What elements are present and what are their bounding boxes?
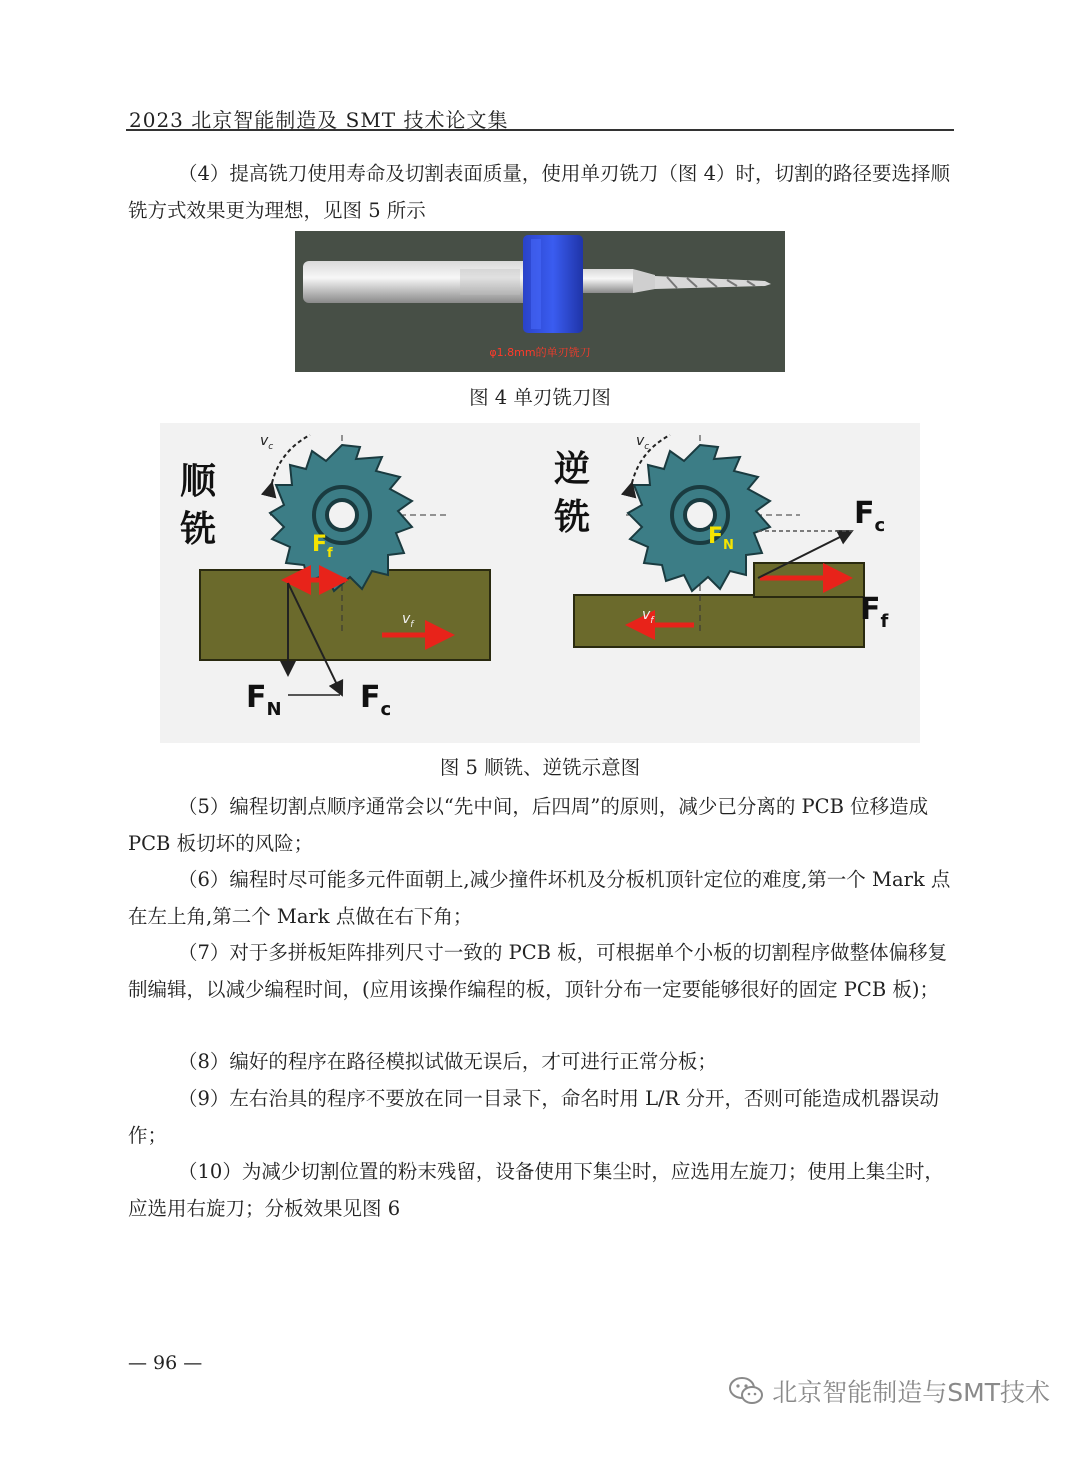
climb-vf-label: $v_f$ [402, 611, 414, 630]
climb-title-1: 顺 [180, 461, 217, 502]
paragraph-6 [128, 862, 954, 935]
paragraph-8-text: （8）编好的程序在路径模拟试做无误后，才可进行正常分板； [178, 1050, 717, 1073]
page-header-title: 2023 北京智能制造及 SMT 技术论文集 [129, 108, 509, 132]
paragraph-4-text: （4）提高铣刀使用寿命及切割表面质量，使用单刃铣刀（图 4）时，切割的路径要选择顺铣方式效果更为理想，见图 5 所示 [128, 162, 951, 222]
page-number: — 96 — [128, 1352, 203, 1374]
conventional-vc-label: $v_c$ [636, 433, 650, 452]
paragraph-7-text: （7）对于多拼板矩阵排列尺寸一致的 PCB 板，可根据单个小板的切割程序做整体偏移复制编辑，以减少编程时间，(应用该操作编程的板，顶针分布一定要能够很好的固定 PCB 板)； [128, 941, 948, 1001]
end-mill-photo [295, 231, 785, 372]
watermark-text: 北京智能制造与SMT技术 [772, 1378, 1050, 1407]
conventional-title-2: 铣 [554, 497, 591, 538]
climb-vc-label: $v_c$ [260, 433, 274, 452]
paragraph-8 [128, 1044, 954, 1081]
paragraph-9 [128, 1081, 954, 1154]
conventional-vf-label: $v_f$ [642, 607, 654, 626]
header-rule [126, 129, 954, 131]
paragraph-5 [128, 789, 954, 862]
climb-fn-label: $F_N$ [246, 680, 282, 720]
wechat-icon [728, 1376, 764, 1406]
conventional-fn-label: $F_N$ [708, 524, 734, 553]
figure-5-caption: 图 5 顺铣、逆铣示意图 [439, 756, 641, 779]
paragraph-9-text: （9）左右治具的程序不要放在同一目录下，命名时用 L/R 分开，否则可能造成机器误动作； [128, 1087, 940, 1147]
climb-fc-label: $F_c$ [360, 680, 392, 720]
milling-diagram [160, 423, 920, 743]
figure-4-caption: 图 4 单刃铣刀图 [469, 386, 611, 409]
photo-label: φ1.8mm的单刃铣刀 [489, 346, 591, 359]
paragraph-6-text: （6）编程时尽可能多元件面朝上,减少撞件坏机及分板机顶针定位的难度,第一个 Mark 点在左上角,第二个 Mark 点做在右下角； [128, 868, 951, 928]
conventional-ff-label: $F_f$ [860, 592, 889, 632]
paragraph-10-text: （10）为减少切割位置的粉末残留，设备使用下集尘时，应选用左旋刀；使用上集尘时，应选用右旋刀；分板效果见图 6 [128, 1160, 944, 1220]
conventional-title-1: 逆 [554, 449, 591, 490]
watermark [728, 1373, 1050, 1409]
paragraph-4 [128, 156, 954, 229]
paragraph-5-text: （5）编程切割点顺序通常会以“先中间，后四周”的原则，减少已分离的 PCB 位移造成 PCB 板切坏的风险； [128, 795, 929, 855]
workpiece [200, 570, 490, 660]
paragraph-7 [128, 935, 954, 1008]
climb-ff-label: $F_f$ [312, 532, 333, 561]
climb-title-2: 铣 [180, 509, 217, 550]
end-mill-illustration [295, 231, 785, 372]
paragraph-10 [128, 1154, 954, 1227]
workpiece [574, 595, 864, 647]
conventional-fc-label: $F_c$ [854, 496, 886, 536]
